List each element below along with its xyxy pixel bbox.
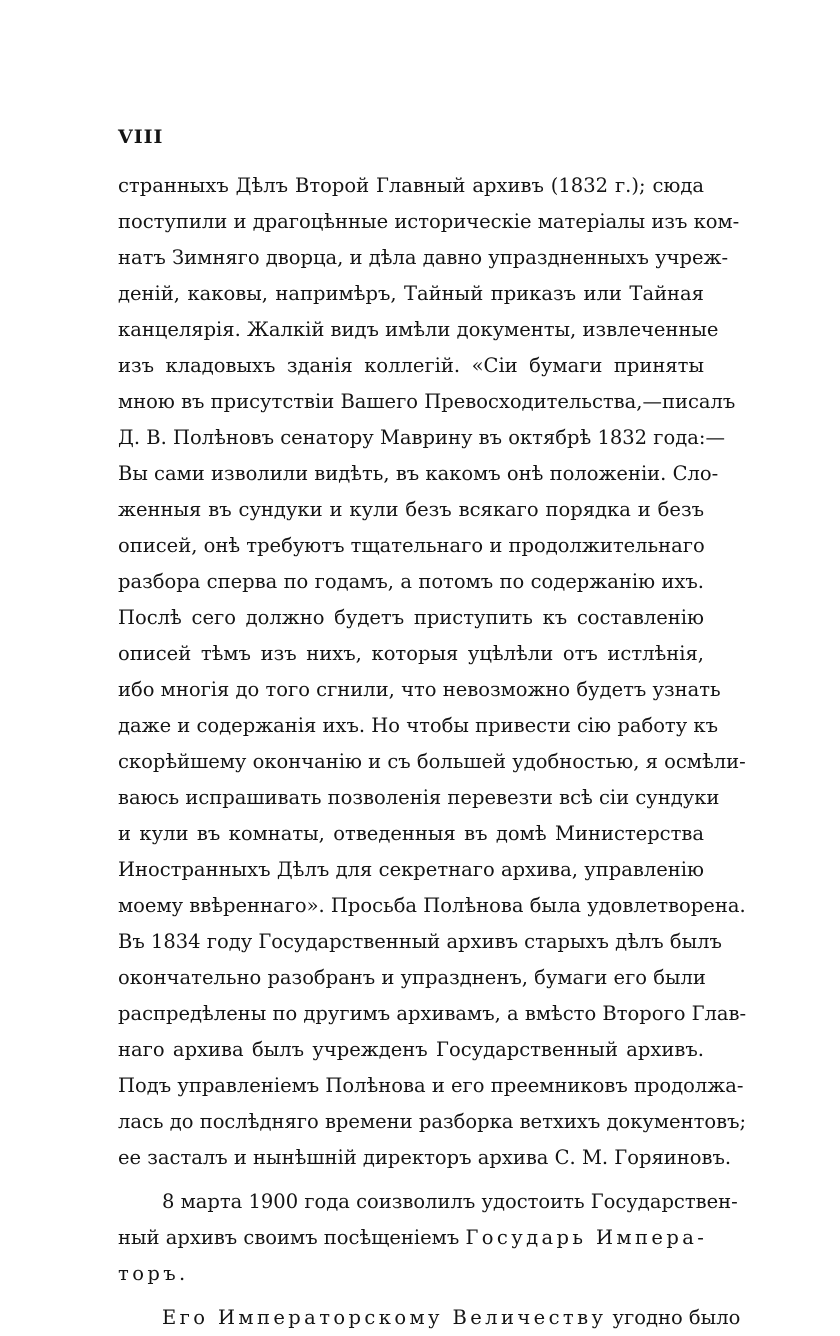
- page-number: VIII: [118, 126, 164, 148]
- text-line: изъ кладовыхъ зданія коллегій. «Сіи бумаги приняты: [118, 354, 704, 377]
- spaced-emphasis: Государь Импера-: [465, 1226, 708, 1249]
- text-line: ее засталъ и нынѣшній директоръ архива С. М. Горяиновъ.: [118, 1146, 732, 1169]
- text-line: Послѣ сего должно будетъ приступить къ составленію: [118, 606, 704, 629]
- text-run: ный архивъ своимъ посѣщеніемъ: [118, 1226, 466, 1249]
- paragraph-1: [118, 168, 747, 1176]
- text-line: разбора сперва по годамъ, а потомъ по содержанію ихъ.: [118, 570, 704, 593]
- text-block: [118, 168, 747, 1336]
- text-line: даже и содержанія ихъ. Но чтобы привести сію работу къ: [118, 714, 718, 737]
- text-line: и кули въ комнаты, отведенныя въ домѣ Министерства: [118, 822, 704, 845]
- text-line: Подъ управленіемъ Полѣнова и его преемниковъ продолжа-: [118, 1074, 744, 1097]
- text-line: канцелярія. Жалкій видъ имѣли документы, извлеченные: [118, 318, 719, 341]
- paragraph-2: [118, 1184, 738, 1292]
- text-line: моему ввѣреннаго». Просьба Полѣнова была удовлетворена.: [118, 894, 746, 917]
- text-line: деній, каковы, напримѣръ, Тайный приказъ или Тайная: [118, 282, 704, 305]
- text-line: наго архива былъ учрежденъ Государственный архивъ.: [118, 1038, 704, 1061]
- text-line: лась до послѣдняго времени разборка ветхихъ документовъ;: [118, 1110, 747, 1133]
- text-line: 8 марта 1900 года соизволилъ удостоить Государствен-: [162, 1190, 738, 1213]
- text-line: [118, 1300, 741, 1336]
- text-line: Д. В. Полѣновъ сенатору Маврину въ октябрѣ 1832 года:—: [118, 426, 725, 449]
- text-line: Въ 1834 году Государственный архивъ старыхъ дѣлъ былъ: [118, 930, 722, 953]
- text-line: скорѣйшему окончанію и съ большей удобностью, я осмѣли-: [118, 750, 746, 773]
- paragraph-gap: [118, 1176, 704, 1184]
- text-line: окончательно разобранъ и упраздненъ, бумаги его были: [118, 966, 706, 989]
- spaced-emphasis: торъ: [118, 1262, 180, 1285]
- text-line: странныхъ Дѣлъ Второй Главный архивъ (1832 г.); сюда: [118, 174, 704, 197]
- text-line: Иностранныхъ Дѣлъ для секретнаго архива, управленію: [118, 858, 704, 881]
- text-line: распредѣлены по другимъ архивамъ, а вмѣсто Второго Глав-: [118, 1002, 747, 1025]
- text-line: женныя въ сундуки и кули безъ всякаго порядка и безъ: [118, 498, 704, 521]
- text-line: ибо многія до того сгнили, что невозможно будетъ узнать: [118, 678, 721, 701]
- paragraph-3: [118, 1300, 741, 1336]
- spaced-emphasis: Его Императорскому Величеству: [162, 1306, 607, 1329]
- text-line: описей, онѣ требуютъ тщательнаго и продолжительнаго: [118, 534, 705, 557]
- paragraph-gap: [118, 1292, 704, 1300]
- text-run: угодно было: [606, 1306, 741, 1329]
- text-run: .: [179, 1262, 186, 1285]
- text-line: натъ Зимняго дворца, и дѣла давно упраздненныхъ учреж-: [118, 246, 729, 269]
- text-line: мною въ присутствіи Вашего Превосходительства,—писалъ: [118, 390, 736, 413]
- text-line: [118, 1256, 704, 1292]
- text-line: поступили и драгоцѣнные историческіе матеріалы изъ ком-: [118, 210, 740, 233]
- text-line: Вы сами изволили видѣть, въ какомъ онѣ положеніи. Сло-: [118, 462, 719, 485]
- text-line: описей тѣмъ изъ нихъ, которыя уцѣлѣли отъ истлѣнія,: [118, 642, 704, 665]
- text-line: [118, 1220, 708, 1256]
- text-line: ваюсь испрашивать позволенія перевезти всѣ сіи сундуки: [118, 786, 720, 809]
